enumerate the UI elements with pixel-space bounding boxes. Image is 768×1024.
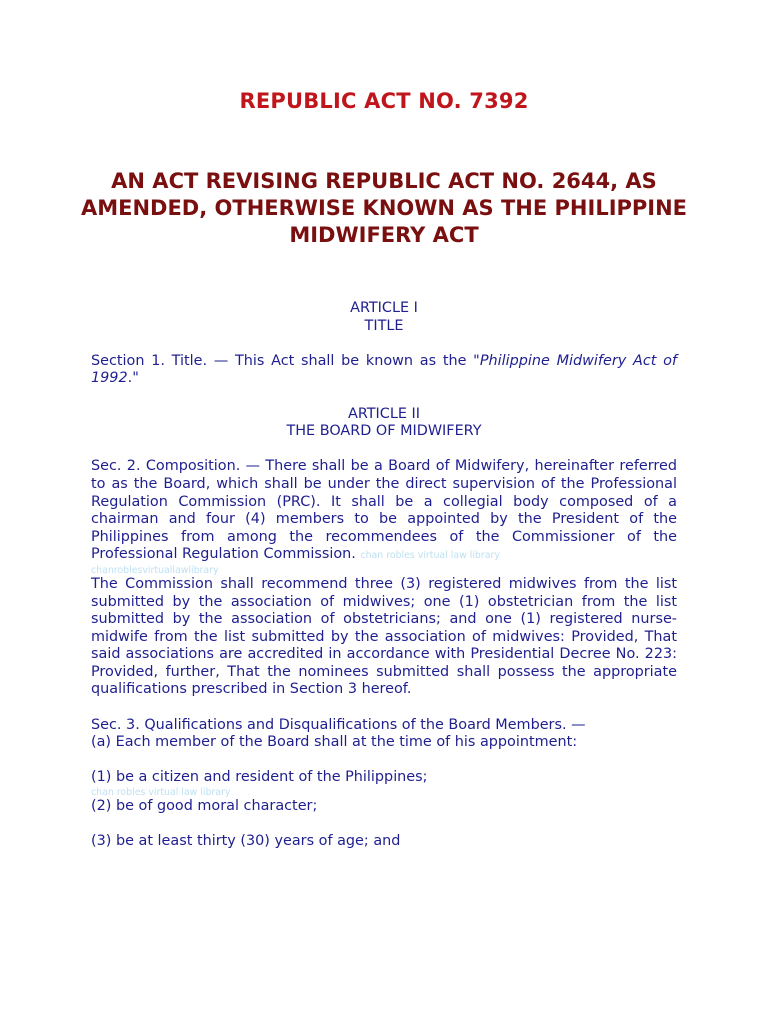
article-1-subheading: TITLE: [364, 317, 404, 334]
section-2-composition-text: Sec. 2. Composition. — There shall be a Board of Midwifery, hereinafter referred to as the Board, which shall be under the direct supervision of the Professional Regulation Commission (PRC). It shall be a collegial body composed of a chairman and four (4) members to be appointed by the President of the Philippines from among the recommendees of the Commissioner of the Professional Regulation Commission.: [91, 458, 677, 563]
section-1-lead: Section 1. Title. — This Act shall be known as the ": [91, 352, 480, 369]
section-1-text: [91, 353, 677, 388]
section-2-paragraph-1: [91, 458, 677, 565]
watermark-text-2: chanroblesvirtuallawlibrary: [91, 564, 219, 576]
article-2-subheading: THE BOARD OF MIDWIFERY: [286, 423, 482, 440]
act-number-heading: REPUBLIC ACT NO. 7392: [239, 89, 529, 113]
section-1-short-title: Philippine Midwifery Act of 1992: [91, 352, 678, 387]
act-title-heading: AN ACT REVISING REPUBLIC ACT NO. 2644, AS AMENDED, OTHERWISE KNOWN AS THE PHILIPPINE MIDWIFERY ACT: [80, 169, 688, 247]
section-1-tail: .": [127, 370, 139, 387]
section-3-item-1: (1) be a citizen and resident of the Philippines;: [91, 769, 428, 786]
watermark-text-3: chan robles virtual law library: [91, 787, 231, 799]
article-1-heading: ARTICLE I: [350, 300, 418, 316]
section-3-item-3: (3) be at least thirty (30) years of age; and: [91, 833, 401, 850]
section-3-intro: (a) Each member of the Board shall at the time of his appointment:: [91, 734, 578, 751]
article-2-heading: ARTICLE II: [347, 405, 421, 422]
section-3-heading: Sec. 3. Qualifications and Disqualifications of the Board Members. —: [91, 716, 586, 733]
watermark-text: chan robles virtual law library: [360, 550, 500, 562]
section-3-item-2: (2) be of good moral character;: [91, 798, 318, 815]
section-2-paragraph-2: The Commission shall recommend three (3) registered midwives from the list submitted by the association of midwives; one (1) obstetrician from the list submitted by the association of obstetricians; and one (1) registered nurse-midwife from the list submitted by the association of midwives: Provided, That said associations are accredited in accordance with Presidential Decree No. 223: Provided, further, That the nominees submitted shall possess the appropriate qualifications prescribed in Section 3 hereof.: [91, 575, 677, 698]
document-body: [91, 300, 677, 851]
